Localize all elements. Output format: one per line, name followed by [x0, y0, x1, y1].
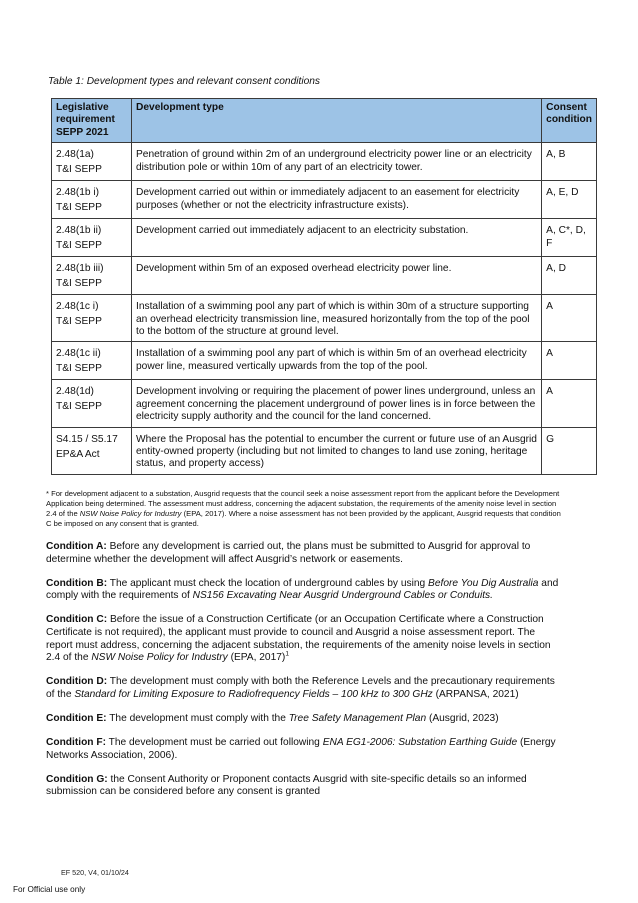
consent-condition-cell: A [542, 380, 597, 427]
condition-b: Condition B: The applicant must check the location of underground cables by using Before You Dig Australia and comply with the requirements of NS156 Excavating Near Ausgrid Underground Cables or Conduits. [46, 577, 559, 602]
table-row [52, 181, 597, 219]
development-type-cell: Development carried out immediately adjacent to an electricity substation. [132, 219, 542, 257]
consent-condition-cell: G [542, 427, 597, 474]
form-reference: EF 520, V4, 01/10/24 [61, 868, 129, 877]
consent-condition-cell: A [542, 295, 597, 342]
development-type-cell: Development involving or requiring the placement of power lines underground, unless an agreement concerning the placement underground of power lines is in force between the electricity supply authority and the council for the land concerned. [132, 380, 542, 427]
consent-condition-cell: A [542, 342, 597, 380]
development-types-table [51, 98, 597, 475]
header-legislative-requirement: Legislative requirement SEPP 2021 [52, 99, 132, 143]
condition-g: Condition G: the Consent Authority or Proponent contacts Ausgrid with site-specific details so an informed submission can be considered before any consent is granted [46, 773, 527, 798]
condition-d: Condition D: The development must comply with both the Reference Levels and the precautionary requirements of the Standard for Limiting Exposure to Radiofrequency Fields – 100 kHz to 300 GHz (ARPANSA, 2021) [46, 676, 555, 700]
table-row [52, 380, 597, 427]
table-row [52, 143, 597, 181]
table-row [52, 219, 597, 257]
condition-f: Condition F: The development must be carried out following ENA EG1-2006: Substation Earthing Guide (Energy Networks Association, 2006). [46, 737, 556, 761]
development-type-cell: Development carried out within or immediately adjacent to an easement for electricity purposes (whether or not the electricity infrastructure exists). [132, 181, 542, 219]
legislative-cell: 2.48(1c i) T&I SEPP [52, 295, 132, 342]
table-row [52, 342, 597, 380]
legislative-cell: 2.48(1d) T&I SEPP [52, 380, 132, 427]
legislative-cell: 2.48(1b iii) T&I SEPP [52, 257, 132, 295]
consent-condition-cell: A, D [542, 257, 597, 295]
development-type-cell: Installation of a swimming pool any part of which is within 30m of a structure supporting an overhead electricity transmission line, measured horizontally from the top of the pool to the bottom of the structure at ground level. [132, 295, 542, 342]
legislative-cell: S4.15 / S5.17 EP&A Act [52, 427, 132, 474]
conditions-list [46, 541, 564, 810]
development-type-cell: Development within 5m of an exposed overhead electricity power line. [132, 257, 542, 295]
legislative-cell: 2.48(1a) T&I SEPP [52, 143, 132, 181]
development-type-cell: Where the Proposal has the potential to encumber the current or future use of an Ausgrid entity-owned property (including but not limited to changes to land use zoning, heritage status, and property access) [132, 427, 542, 474]
condition-c: Condition C: Before the issue of a Construction Certificate (or an Occupation Certificate where a Construction Certificate is not required), the applicant must provide to council and Ausgrid a noise assessment report. The report must address, concerning the adjacent substation, the requirements of the amenity noise levels in section 2.4 of the NSW Noise Policy for Industry (EPA, 2017)$^1$ [46, 614, 551, 664]
substation-footnote: * For development adjacent to a substation, Ausgrid requests that the council seek a noise assessment report from the applicant before the Development Application being determined. The assessment must address, concerning the adjacent substation, the requirements of the amenity noise level in section 2.4 of the NSW Noise Policy for Industry (EPA, 2017). Where a noise assessment has not been provided by the applicant, Ausgrid requests that condition C be imposed on any consent that is granted. [46, 489, 561, 528]
development-type-cell: Penetration of ground within 2m of an underground electricity power line or an electricity distribution pole or within 10m of any part of an electricity tower. [132, 143, 542, 181]
footnote-marker: 1 [285, 650, 289, 658]
legislative-cell: 2.48(1b i) T&I SEPP [52, 181, 132, 219]
legislative-cell: 2.48(1b ii) T&I SEPP [52, 219, 132, 257]
development-type-cell: Installation of a swimming pool any part of which is within 5m of an overhead electricity power line, measured vertically upwards from the top of the pool. [132, 342, 542, 380]
security-classification: For Official use only [13, 885, 86, 894]
header-development-type: Development type [132, 99, 542, 143]
consent-condition-cell: A, B [542, 143, 597, 181]
legislative-cell: 2.48(1c ii) T&I SEPP [52, 342, 132, 380]
consent-condition-cell: A, E, D [542, 181, 597, 219]
table-row [52, 257, 597, 295]
condition-e: Condition E: The development must comply with the Tree Safety Management Plan (Ausgrid, 2023) [46, 712, 499, 724]
table-header-row [52, 99, 597, 143]
condition-a: Condition A: Before any development is carried out, the plans must be submitted to Ausgrid for approval to determine whether the development will affect Ausgrid’s network or easements. [46, 541, 531, 565]
table-row [52, 295, 597, 342]
table-row [52, 427, 597, 474]
consent-condition-cell: A, C*, D, F [542, 219, 597, 257]
header-consent-condition: Consent condition [542, 99, 597, 143]
table-caption: Table 1: Development types and relevant consent conditions [48, 76, 321, 87]
